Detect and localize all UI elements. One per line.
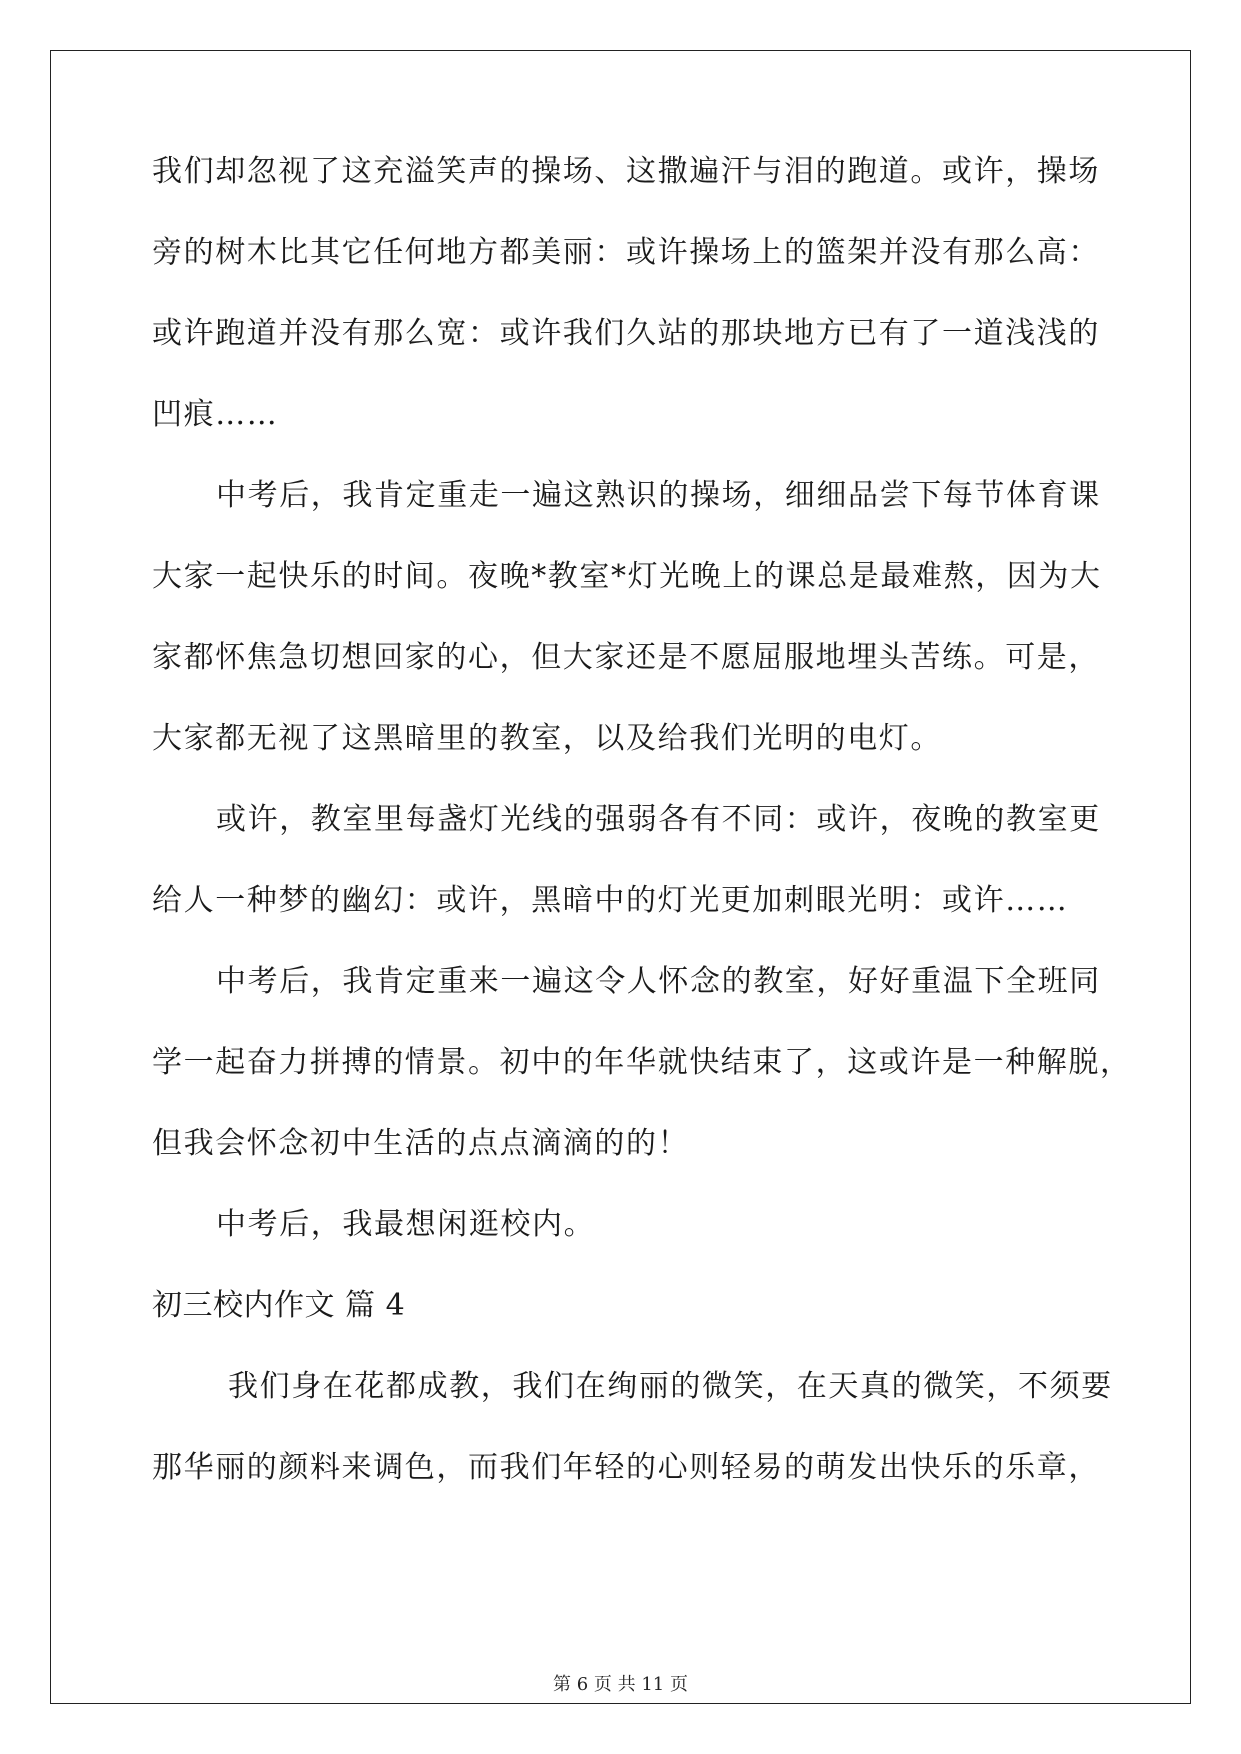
text-line: 给人一种梦的幽幻：或许，黑暗中的灯光更加刺眼光明：或许…… [152, 883, 1069, 918]
section-heading: 初三校内作文 篇 4 [152, 1288, 406, 1323]
text-line: 旁的树木比其它任何地方都美丽：或许操场上的篮架并没有那么高： [152, 235, 1100, 270]
paragraph-start-line: 中考后，我肯定重走一遍这熟识的操场，细细品尝下每节体育课 [216, 478, 1101, 513]
text-line: 或许跑道并没有那么宽：或许我们久站的那块地方已有了一道浅浅的 [152, 316, 1100, 351]
text-line: 家都怀焦急切想回家的心，但大家还是不愿屈服地埋头苦练。可是， [152, 640, 1100, 675]
text-line: 但我会怀念初中生活的点点滴滴的的！ [152, 1126, 690, 1161]
paragraph-start-line: 中考后，我肯定重来一遍这令人怀念的教室，好好重温下全班同 [216, 964, 1101, 999]
text-line: 凹痕…… [152, 397, 279, 432]
page-number-footer: 第 6 页 共 11 页 [553, 1674, 688, 1695]
text-line: 大家一起快乐的时间。夜晚*教室*灯光晚上的课总是最难熬，因为大 [152, 559, 1102, 594]
text-line: 学一起奋力拼搏的情景。初中的年华就快结束了，这或许是一种解脱， [152, 1045, 1132, 1080]
text-line: 我们却忽视了这充溢笑声的操场、这撒遍汗与泪的跑道。或许，操场 [152, 154, 1100, 189]
paragraph-start-line: 中考后，我最想闲逛校内。 [216, 1207, 596, 1242]
paragraph-start-line: 或许，教室里每盏灯光线的强弱各有不同：或许，夜晚的教室更 [216, 802, 1101, 837]
text-line: 大家都无视了这黑暗里的教室，以及给我们光明的电灯。 [152, 721, 942, 756]
paragraph-start-line: 我们身在花都成教，我们在绚丽的微笑，在天真的微笑，不须要 [228, 1369, 1113, 1404]
text-line: 那华丽的颜料来调色，而我们年轻的心则轻易的萌发出快乐的乐章， [152, 1450, 1100, 1485]
